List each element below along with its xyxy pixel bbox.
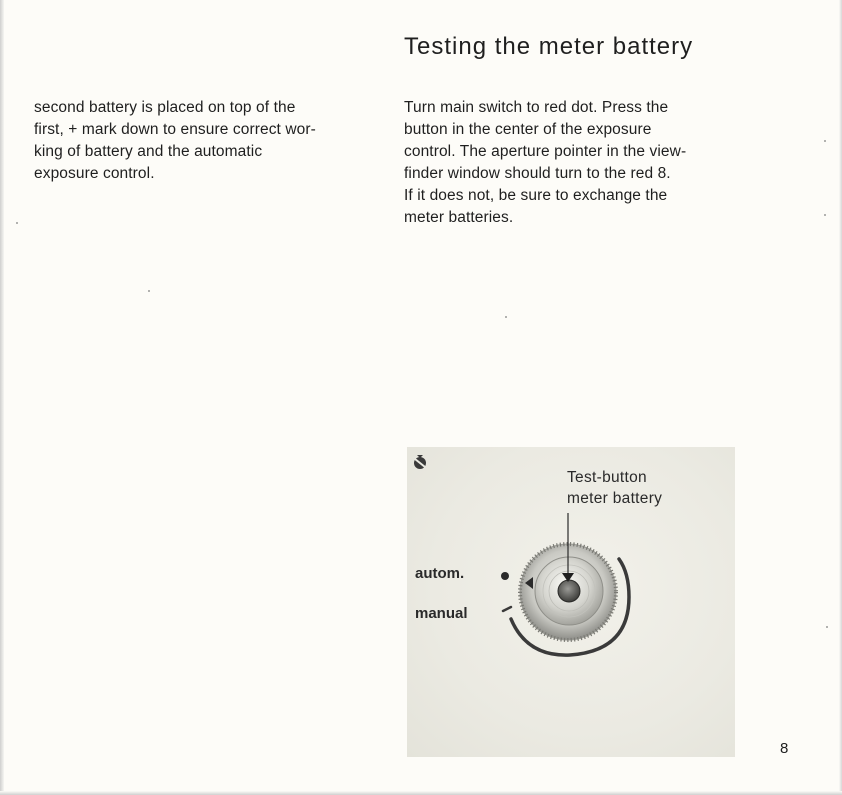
right-line-5: If it does not, be sure to exchange the bbox=[404, 187, 668, 204]
exposure-dial-illustration bbox=[407, 447, 735, 757]
manual-label: manual bbox=[415, 605, 468, 622]
right-line-4: finder window should turn to the red 8. bbox=[404, 165, 671, 182]
page-edge-left bbox=[0, 0, 4, 795]
left-line-3: king of battery and the automatic bbox=[34, 143, 263, 160]
callout-line-1: Test-button bbox=[567, 469, 647, 486]
left-line-4: exposure control. bbox=[34, 165, 155, 182]
paper-speck bbox=[824, 140, 826, 142]
left-column-text bbox=[34, 97, 374, 185]
right-line-2: button in the center of the exposure bbox=[404, 121, 652, 138]
right-line-6: meter batteries. bbox=[404, 209, 514, 226]
right-line-1: Turn main switch to red dot. Press the bbox=[404, 99, 669, 116]
page-edge-bottom bbox=[0, 791, 842, 795]
autom-label: autom. bbox=[415, 565, 465, 582]
left-line-2: first, + mark down to ensure correct wor- bbox=[34, 121, 316, 138]
left-line-1: second battery is placed on top of the bbox=[34, 99, 296, 116]
paper-speck bbox=[824, 214, 826, 216]
callout-line-2: meter battery bbox=[567, 490, 663, 507]
right-column-text bbox=[404, 97, 764, 229]
right-line-3: control. The aperture pointer in the view- bbox=[404, 143, 687, 160]
paper-speck bbox=[148, 290, 150, 292]
paper-speck bbox=[505, 316, 507, 318]
autom-dot bbox=[501, 572, 509, 580]
paper-speck bbox=[826, 626, 828, 628]
paper-speck bbox=[16, 222, 18, 224]
exposure-control-figure bbox=[407, 447, 735, 757]
page-number: 8 bbox=[780, 740, 789, 757]
section-title: Testing the meter battery bbox=[404, 33, 694, 60]
manual-tick bbox=[503, 607, 511, 611]
test-button bbox=[558, 580, 580, 602]
